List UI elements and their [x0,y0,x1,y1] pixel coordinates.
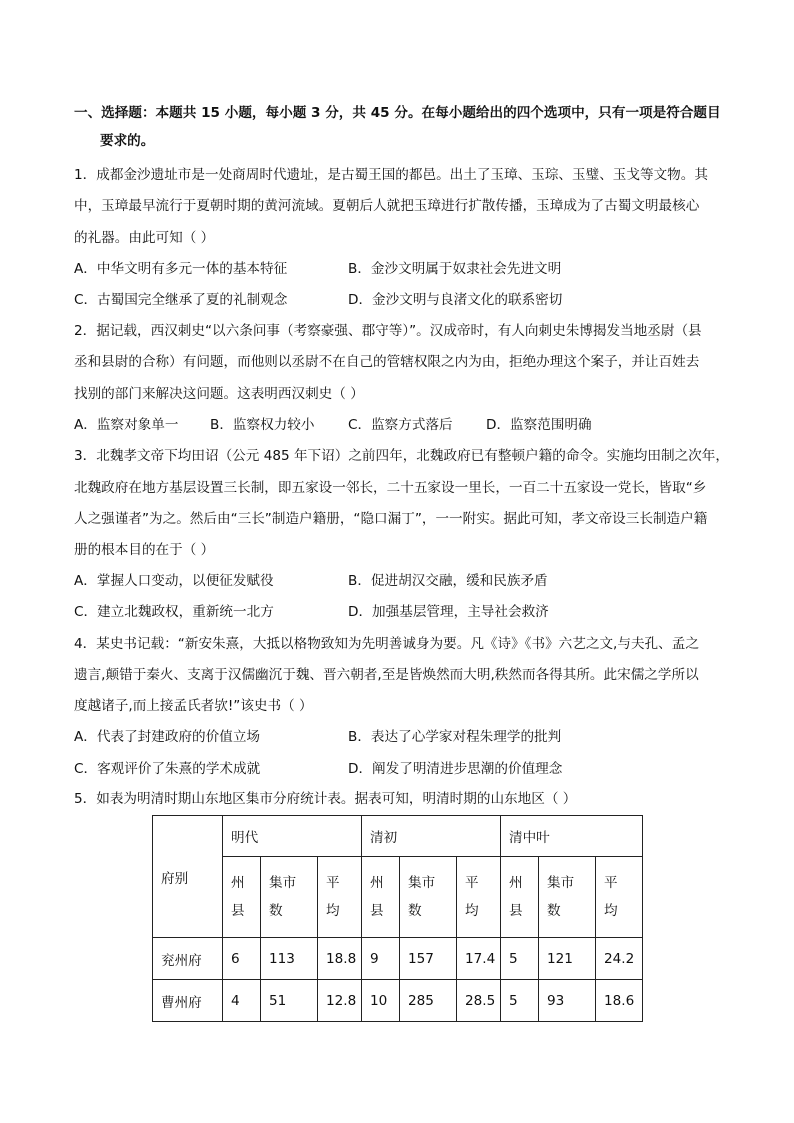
question-1-text: 的礼器。由此可知（ ） [74,230,215,246]
subheader-county: 州 县 [362,857,400,938]
question-2-option-b[interactable]: B．监察权力较小 [210,417,315,433]
subheader-county: 州 县 [223,857,261,938]
table-header-row [153,816,643,857]
table-cell: 5 [501,938,539,980]
period-header-ming: 明代 [223,816,362,857]
subheader-average: 平 均 [318,857,362,938]
question-2-option-c[interactable]: C．监察方式落后 [348,417,453,433]
subheader-average: 平 均 [457,857,501,938]
question-1-text: 1．成都金沙遗址市是一处商周时代遗址，是古蜀王国的都邑。出土了玉璋、玉琮、玉璧、玉戈等文物。其 [74,167,708,183]
question-5-text: 5．如表为明清时期山东地区集市分府统计表。据表可知，明清时期的山东地区（ ） [74,791,577,807]
question-1-option-c[interactable]: C．古蜀国完全继承了夏的礼制观念 [74,292,288,308]
question-1-text: 中，玉璋最早流行于夏朝时期的黄河流域。夏朝后人就把玉璋进行扩散传播，玉璋成为了古蜀文明最核心 [74,198,700,214]
question-1-option-d[interactable]: D．金沙文明与良渚文化的联系密切 [348,292,563,308]
table-cell: 157 [400,938,457,980]
question-4-text: 4．某史书记载：“新安朱熹，大抵以格物致知为先明善诚身为要。凡《诗》《书》六艺之文,与夫孔、孟之 [74,636,699,652]
question-4-option-b[interactable]: B．表达了心学家对程朱理学的批判 [348,729,562,745]
question-1-option-a[interactable]: A．中华文明有多元一体的基本特征 [74,261,288,277]
table-cell: 18.8 [318,938,362,980]
table-cell: 9 [362,938,400,980]
question-2-text: 丞和县尉的合称）有问题，而他则以丞尉不在自己的管辖权限之内为由，拒绝办理这个案子，并让百姓去 [74,354,700,370]
table-cell: 10 [362,980,400,1022]
question-3-text: 人之强谨者”为之。然后由“三长”制造户籍册，“隐口漏丁”，一一附实。据此可知，孝文帝设三长制造户籍 [74,511,708,527]
table-cell: 113 [261,938,318,980]
table-cell: 6 [223,938,261,980]
question-3-option-d[interactable]: D．加强基层管理，主导社会救济 [348,604,549,620]
question-2-option-d[interactable]: D．监察范围明确 [486,417,592,433]
subheader-market-count: 集市 数 [539,857,596,938]
question-4-option-c[interactable]: C．客观评价了朱熹的学术成就 [74,761,261,777]
question-2-option-a[interactable]: A．监察对象单一 [74,417,179,433]
table-cell: 93 [539,980,596,1022]
table-cell: 5 [501,980,539,1022]
section-heading-cont: 要求的。 [100,133,155,149]
table-cell: 285 [400,980,457,1022]
subheader-average: 平 均 [596,857,643,938]
question-1-option-b[interactable]: B．金沙文明属于奴隶社会先进文明 [348,261,562,277]
market-stats-table [152,815,643,1022]
question-4-option-d[interactable]: D．阐发了明清进步思潮的价值理念 [348,761,563,777]
question-3-text: 3．北魏孝文帝下均田诏（公元 485 年下诏）之前四年，北魏政府已有整顿户籍的命令。实施均田制之次年， [74,448,729,464]
table-cell: 28.5 [457,980,501,1022]
table-row [153,938,643,980]
subheader-market-count: 集市 数 [261,857,318,938]
table-cell: 121 [539,938,596,980]
row-prefecture-name: 曹州府 [153,980,223,1022]
question-4-option-a[interactable]: A．代表了封建政府的价值立场 [74,729,261,745]
table-cell: 4 [223,980,261,1022]
subheader-market-count: 集市 数 [400,857,457,938]
section-heading: 一、选择题：本题共 15 小题，每小题 3 分，共 45 分。在每小题给出的四个选项中，只有一项是符合题目 [74,105,721,121]
table-subheader-row [153,857,643,938]
question-3-option-b[interactable]: B．促进胡汉交融，缓和民族矛盾 [348,573,548,589]
subheader-county: 州 县 [501,857,539,938]
question-2-text: 2．据记载，西汉刺史“以六条问事（考察豪强、郡守等）”。汉成帝时，有人向刺史朱博揭发当地丞尉（县 [74,323,702,339]
table-cell: 12.8 [318,980,362,1022]
period-header-early-qing: 清初 [362,816,501,857]
question-3-text: 册的根本目的在于（ ） [74,542,215,558]
table-cell: 51 [261,980,318,1022]
question-4-text: 度越诸子,而上接孟氏者欤!”该史书（ ） [74,698,313,714]
question-3-option-c[interactable]: C．建立北魏政权，重新统一北方 [74,604,274,620]
period-header-mid-qing: 清中叶 [501,816,643,857]
table-cell: 24.2 [596,938,643,980]
table-corner-header: 府别 [153,816,223,938]
question-3-option-a[interactable]: A．掌握人口变动，以便征发赋役 [74,573,274,589]
table-cell: 17.4 [457,938,501,980]
question-2-text: 找别的部门来解决这问题。这表明西汉刺史（ ） [74,386,364,402]
question-4-text: 遗言,颠错于秦火、支离于汉儒幽沉于魏、晋六朝者,至是皆焕然而大明,秩然而各得其所。此宋儒之学所以 [74,667,699,683]
table-cell: 18.6 [596,980,643,1022]
question-3-text: 北魏政府在地方基层设置三长制，即五家设一邻长，二十五家设一里长，一百二十五家设一党长，皆取“乡 [74,480,707,496]
row-prefecture-name: 兖州府 [153,938,223,980]
table-row [153,980,643,1022]
